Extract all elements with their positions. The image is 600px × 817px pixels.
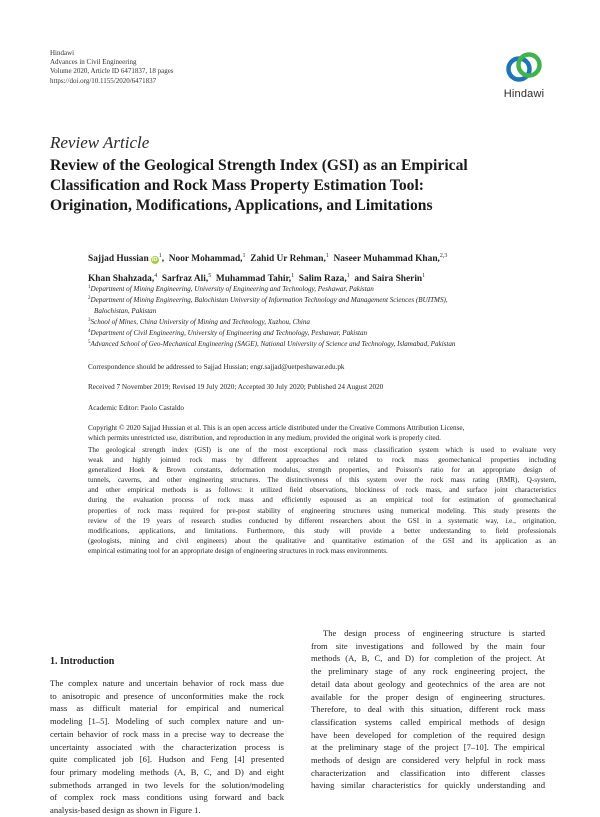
body-line: Therefore, to deal with this situation, different rock mass <box>311 704 545 715</box>
body-line: methods (A, B, C, and D) for completion of the project. At <box>311 653 545 664</box>
affiliation-sup: 2 <box>88 296 91 302</box>
article-type: Review Article <box>50 133 150 152</box>
affiliation-text: School of Mines, China University of Mining and Technology, Xuzhou, China <box>90 317 310 326</box>
body-line: quite complicated job [6]. Hudson and Feng [4] presented <box>50 754 284 765</box>
copyright-notice <box>88 423 558 443</box>
title-line: Review of the Geological Strength Index (GSI) as an Empirical <box>50 157 468 174</box>
body-line: the preliminary stage of any rock engineering project, the <box>311 666 545 677</box>
author-name[interactable]: Sarfraz Ali, <box>161 274 209 284</box>
body-line: to anisotropic and presence of unconformities make the rock <box>50 690 284 701</box>
author-name[interactable]: Khan Shahzada, <box>88 274 155 284</box>
affiliation-item <box>88 294 558 305</box>
body-left-column <box>50 656 284 817</box>
section-heading: 1. Introduction <box>50 656 115 667</box>
author-list: Sajjad Hussian $iD^1$, Noor Mohammad,$^1$ Zahid Ur Rehman,$^1$ Naseer Muhammad Khan,$^{2,3}$ Khan Shahzada,$^4$ Sarfraz Ali,$^5$ Muhammad Tahir,$^1$ Salim Raza,$^1$ and Saira Sherin$^1$ <box>88 253 448 284</box>
affiliation-item <box>88 338 558 349</box>
journal-name: Advances in Civil Engineering <box>50 58 137 67</box>
body-line: have been developed for completion of the required design <box>311 729 545 740</box>
affiliation-item <box>88 327 558 338</box>
logo-wordmark: Hindawi <box>503 88 545 100</box>
author-name[interactable]: Naseer Muhammad Khan, <box>333 254 440 264</box>
body-line: methods of design are considered very helpful in rock mass <box>311 755 545 766</box>
body-line: modeling [1–5]. Modeling of such complex nature and un- <box>50 716 284 727</box>
author-name[interactable]: and Saira Sherin <box>354 274 423 284</box>
author-name[interactable]: Muhammad Tahir, <box>215 274 292 284</box>
body-line: four primary modeling methods (A, B, C, and D) and eight <box>50 766 284 777</box>
volume-info: Volume 2020, Article ID 6471837, 18 pages <box>50 67 174 76</box>
affiliation-sup: 3 <box>88 317 91 323</box>
publisher-name: Hindawi <box>50 49 75 57</box>
affiliation-sup: 1 <box>88 285 91 290</box>
body-right-column <box>311 627 545 792</box>
affiliation-text: Department of Mining Engineering, Balochistan University of Information Technology and Management Sciences (BUITMS), <box>90 296 448 305</box>
body-line: characterization and classification into different classes <box>311 767 545 778</box>
abstract-line: and other empirical methods is as follows: it utilized field observations, blockiness of rock mass, and surface joint characteristics <box>88 486 556 495</box>
body-line: having similar characteristics for quickly understanding and <box>311 780 545 791</box>
author-sup: 2,3 <box>439 253 448 259</box>
abstract-line: generalized Hoek & Brown constants, deformation modulus, strength properties, and Poisson's ratio for an appropriate design of <box>88 466 556 475</box>
body-line: at the preliminary stage of the project [7–10]. The empirical <box>311 742 545 753</box>
abstract-line: The geological strength index (GSI) is one of the most exceptional rock mass classification system which is used to evaluate very <box>88 446 556 454</box>
body-line: detail data about geology and geotechnics of the area are not <box>311 678 545 689</box>
title-line: Classification and Rock Mass Property Estimation Tool: <box>50 177 424 194</box>
abstract-line: during the evaluation process of rock mass and efficiently espoused as an empirical tool for estimation of geomechanical <box>88 496 556 505</box>
body-line: of complex rock mass conditions using forward and back <box>50 792 284 803</box>
affiliation-sup: 5 <box>88 340 91 346</box>
author-name[interactable]: Noor Mohammad, <box>168 254 243 264</box>
publication-dates: Received 7 November 2019; Revised 19 July 2020; Accepted 30 July 2020; Published 24 August 2020 <box>88 383 384 391</box>
author-sup: 5 <box>208 273 212 279</box>
author-sup: 1 <box>158 253 162 259</box>
body-line: The design process of engineering structure is started <box>323 628 545 638</box>
author-sup: 1 <box>422 273 426 279</box>
abstract-line: properties of rock mass required for pre-post stability of engineering structures using numerical modeling. This study presents the <box>88 506 556 515</box>
affiliation-item <box>88 283 558 294</box>
abstract-line: (geologists, mining and civil engineers) about the qualitative and quantitative estimation of the GSI and its application as an <box>88 536 556 545</box>
body-line: submethods arranged in two levels for the solution/modeling <box>50 779 284 790</box>
affiliation-continued: Balochistan, Pakistan <box>94 306 157 315</box>
abstract <box>88 445 556 556</box>
body-line: mass as difficult material for empirical and numerical <box>50 703 284 714</box>
academic-editor: Academic Editor: Paolo Castaldo <box>88 404 185 412</box>
body-line: from site investigations and followed by the main four <box>311 640 545 651</box>
correspondence: Correspondence should be addressed to Sajjad Hussian; engr.sajjad@uetpeshawar.edu.pk <box>88 363 345 371</box>
author-sup: 1 <box>242 253 246 259</box>
affiliation-sup: 4 <box>88 329 91 335</box>
author-sup: 4 <box>154 273 158 279</box>
body-line: available for the proper design of engineering structures. <box>311 691 545 702</box>
affiliation-text: Advanced School of Geo-Mechanical Engineering (SAGE), National University of Science and Technology, Islamabad, Pakistan <box>90 340 456 349</box>
author-sup: 1 <box>325 253 329 259</box>
author-name[interactable]: Salim Raza, <box>298 274 347 284</box>
body-line: certain behavior of rock mass in a precise way to decrease the <box>50 728 284 739</box>
body-line: uncertainty associated with the characterization process is <box>50 741 284 752</box>
hindawi-logo-icon <box>502 47 546 87</box>
author-sup: 1 <box>346 273 350 279</box>
hindawi-logo <box>496 47 552 100</box>
abstract-line: review of the 19 years of research studies conducted by different researchers about the GSI in a systematic way, i.e., origination, <box>88 516 556 525</box>
affiliation-item <box>88 316 558 327</box>
body-line: classification systems called empirical methods of design <box>311 716 545 727</box>
author-name[interactable]: Sajjad Hussian <box>88 254 149 264</box>
author-name[interactable]: Zahid Ur Rehman, <box>250 254 326 264</box>
affiliation-text: Department of Mining Engineering, University of Engineering and Technology, Peshawar, Pakistan <box>90 285 374 293</box>
paper-title <box>50 156 560 216</box>
abstract-line: empirical estimating tool for an appropriate design of engineering structures in rock mass environments. <box>88 546 388 555</box>
affiliations <box>88 283 558 350</box>
orcid-icon[interactable]: iD <box>151 257 158 263</box>
journal-header <box>50 49 174 86</box>
abstract-line: modifications, applications, and limitations. Furthermore, this study will provide a better understanding to field professionals <box>88 526 556 535</box>
author-sup: 1 <box>291 273 295 279</box>
body-line: analysis-based design as shown in Figure 1. <box>50 805 201 816</box>
affiliation-text: Department of Civil Engineering, University of Engineering and Technology, Peshawar, Pakistan <box>90 329 368 338</box>
body-line: The complex nature and uncertain behavior of rock mass due <box>50 678 284 688</box>
abstract-line: tunnels, caverns, and other engineering structures. The distinctiveness of this system over the rock mass rating (RMR), Q-system, <box>88 476 556 485</box>
doi-link[interactable]: https://doi.org/10.1155/2020/6471837 <box>50 76 157 85</box>
copyright-line: which permits unrestricted use, distribution, and reproduction in any medium, provided the original work is properly cited. <box>88 434 441 442</box>
title-line: Origination, Modifications, Applications, and Limitations <box>50 197 433 214</box>
copyright-line: Copyright © 2020 Sajjad Hussian et al. This is an open access article distributed under the Creative Commons Attribution License, <box>88 424 465 432</box>
abstract-line: weak and highly jointed rock mass by different approaches and related to rock mass geomechanical properties including <box>88 456 556 465</box>
